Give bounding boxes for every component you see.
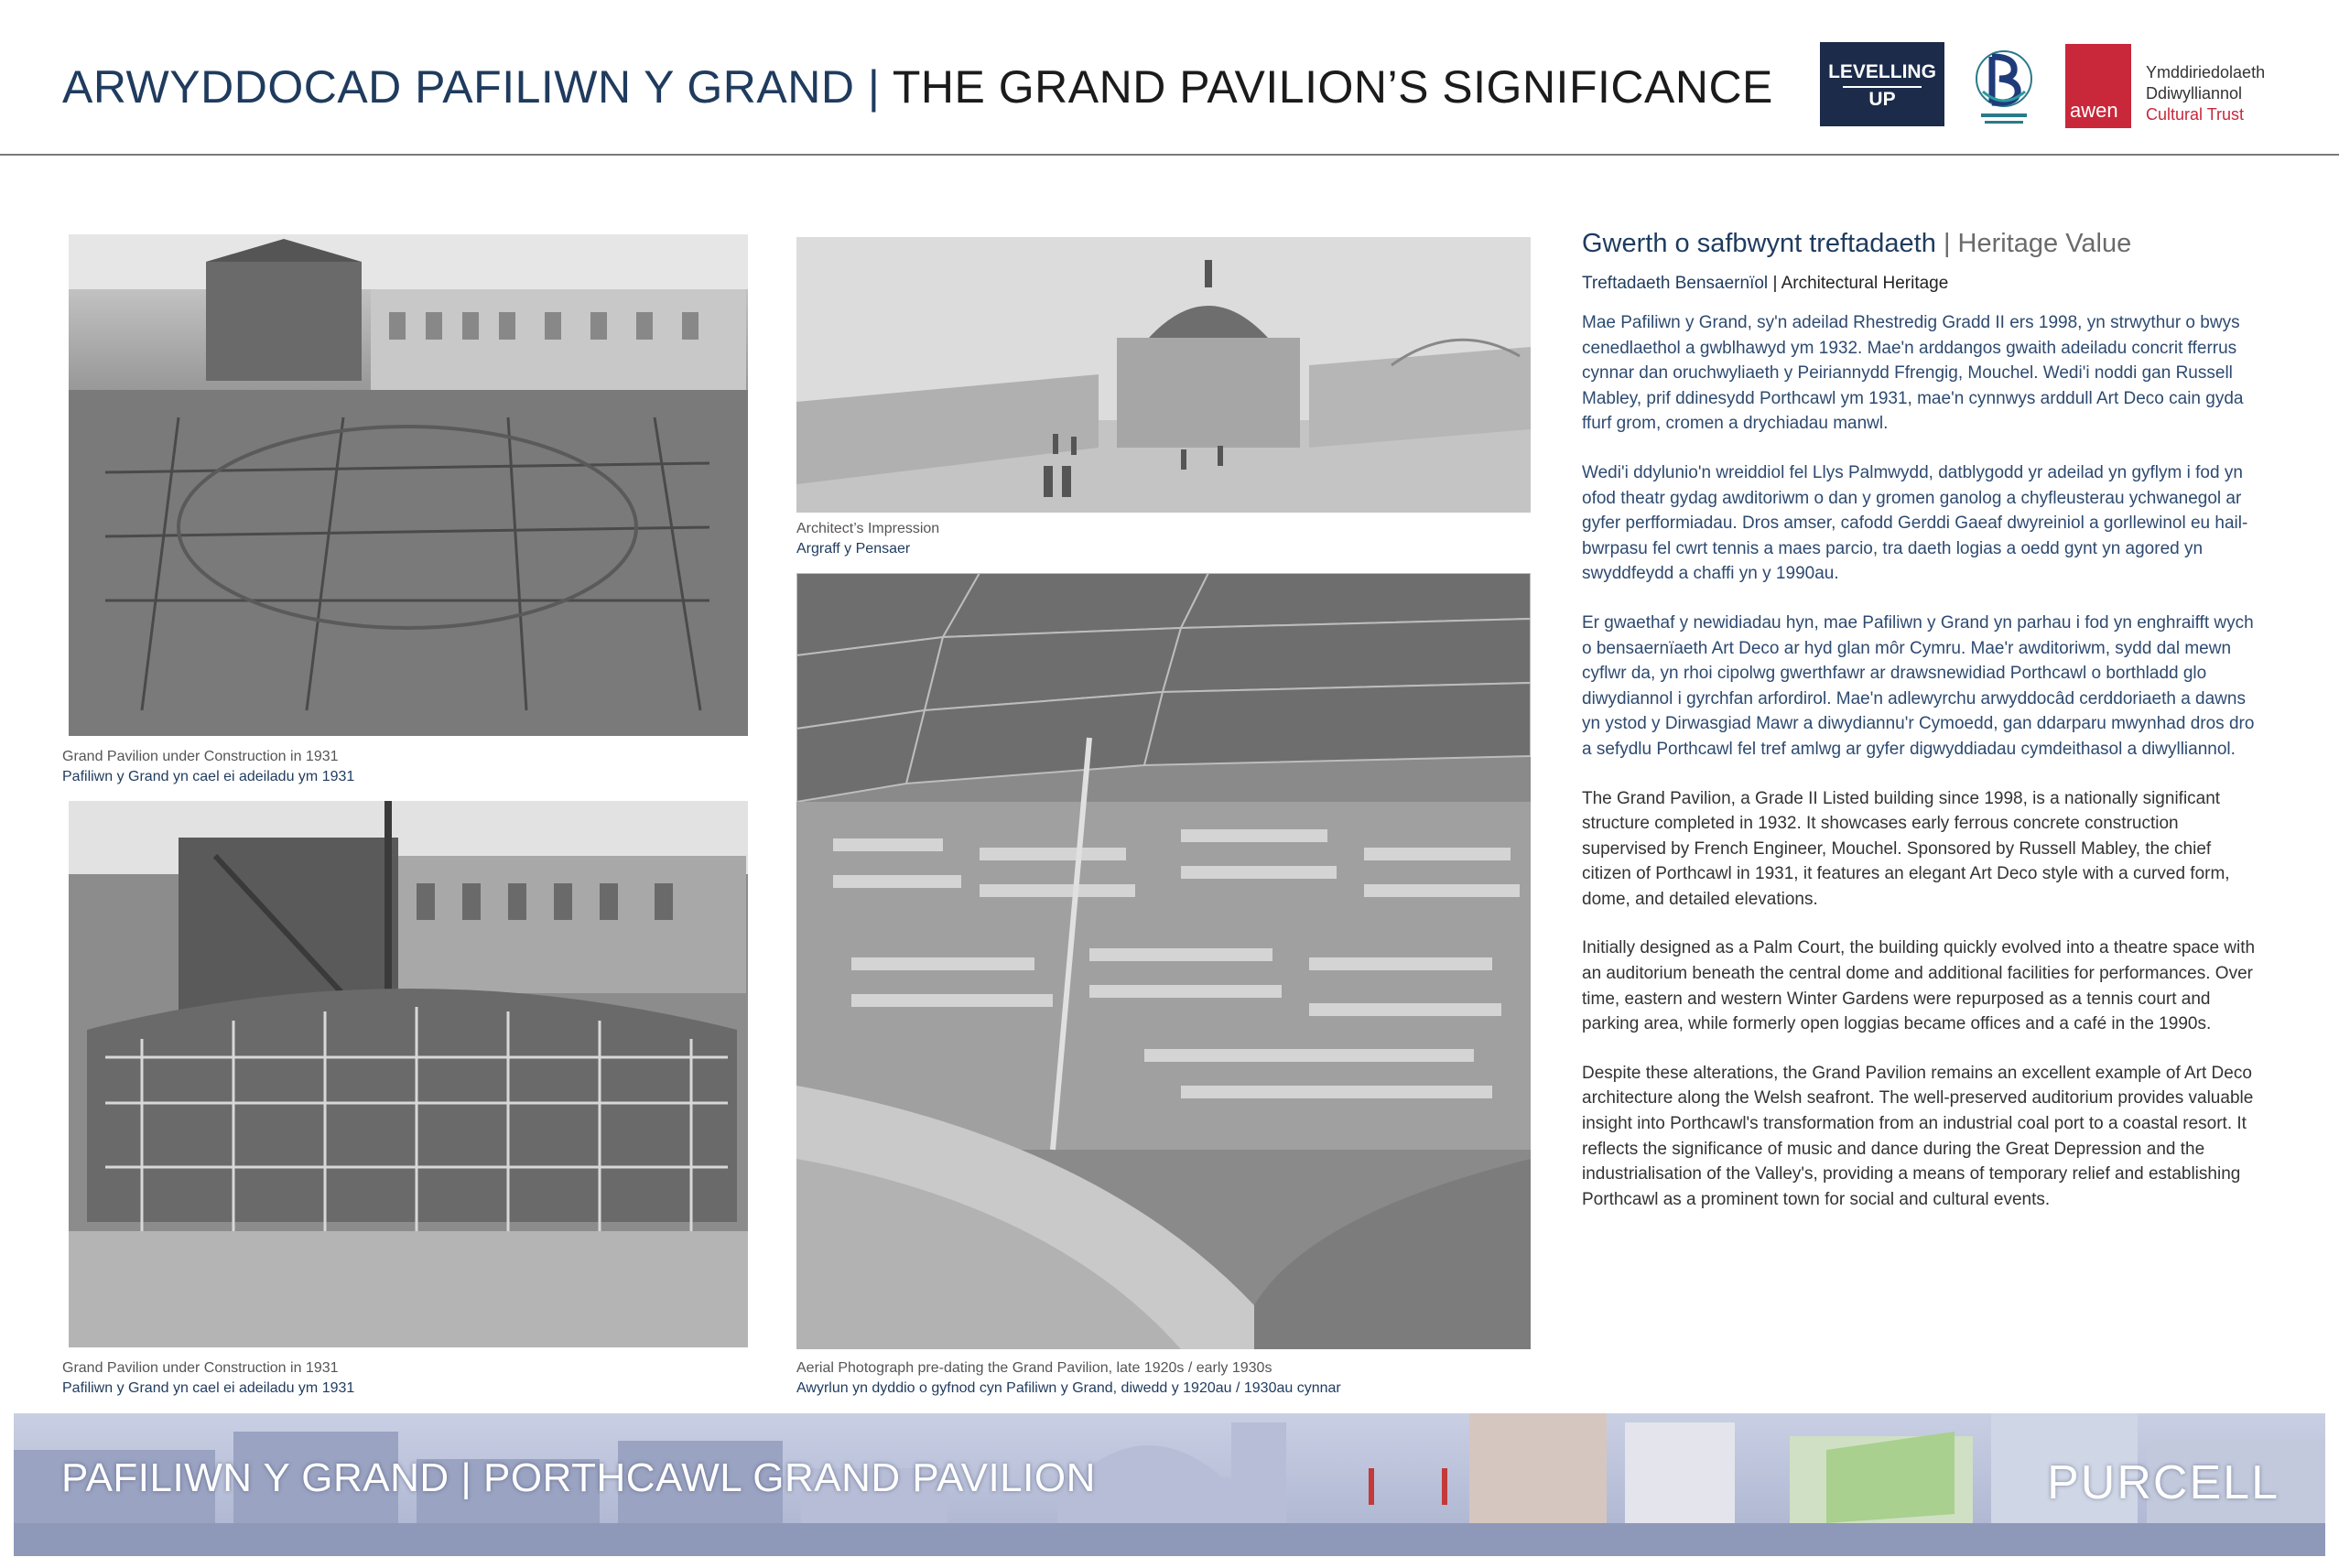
heritage-title-welsh: Gwerth o safbwynt treftadaeth xyxy=(1582,229,1936,258)
construction-photo-1 xyxy=(69,234,748,736)
paragraph-english-3: Despite these alterations, the Grand Pavilion remains an excellent example of Art Deco architecture along the Welsh seafront. The well-preserved auditorium provides valuable insight into Porthcawl's transformation from an industrial coal port to a coastal resort. It reflects the significance of music and dance during the Great Depression and the industrialisation of the Valley's, providing a means of temporary relief and establishing Porthcawl as a prominent town for social and cultural events. xyxy=(1582,1063,2254,1209)
awen-logo-text: awen xyxy=(2070,99,2118,122)
title-separator: | xyxy=(867,61,881,113)
paragraph-welsh-2: Wedi'i ddylunio'n wreiddiol fel Llys Palmwydd, datblygodd yr adeilad yn gyflym i fod yn ofod theatr gydag awditoriwm o dan y gromen ganolog a chyfleusterau ychwanegol ar gyfer perfformiadau. Dros amser, cafodd Gerddi Gaeaf dwyreiniol a gorllewinol eu hail-bwrpasu fel cwrt tennis a maes parcio, tra daeth logias a oedd gynt yn agored yn swyddfeydd a chaffi yn y 1990au. xyxy=(1582,462,2248,584)
construction-photo-2-caption xyxy=(62,1358,354,1399)
caption-english: Aerial Photograph pre-dating the Grand Pavilion, late 1920s / early 1930s xyxy=(796,1360,1272,1376)
heritage-title-separator: | xyxy=(1943,229,1951,258)
caption-welsh: Awyrlun yn dyddio o gyfnod cyn Pafiliwn y Grand, diwedd y 1920au / 1930au cynnar xyxy=(796,1380,1341,1396)
heritage-value-title xyxy=(1582,229,2264,259)
footer-title: PAFILIWN Y GRAND | PORTHCAWL GRAND PAVILION xyxy=(61,1455,1096,1500)
awen-trust-name-line3: Cultural Trust xyxy=(2146,105,2245,124)
levelling-up-logo-rule xyxy=(1843,86,1922,88)
awen-logo xyxy=(2065,44,2131,128)
subtitle-welsh: Treftadaeth Bensaernïol xyxy=(1582,274,1769,293)
levelling-up-logo-line1: LEVELLING xyxy=(1828,61,1936,82)
paragraph-english-1: The Grand Pavilion, a Grade II Listed building since 1998, is a nationally significant structure completed in 1932. It showcases early ferrous concrete construction supervised by French Engineer, Mouchel. Sponsored by Russell Mabley, the chief citizen of Porthcawl in 1931, it features an elegant Art Deco style with a curved form, dome, and detailed elevations. xyxy=(1582,788,2230,909)
caption-english: Architect’s Impression xyxy=(796,521,940,536)
footer-banner xyxy=(14,1413,2325,1556)
page-title xyxy=(62,60,1773,114)
page-title-english: THE GRAND PAVILION’S SIGNIFICANCE xyxy=(892,61,1773,113)
architectural-heritage-subtitle xyxy=(1582,274,2264,294)
page-header xyxy=(0,0,2339,156)
heritage-value-section xyxy=(1582,229,2264,1236)
caption-welsh: Pafiliwn y Grand yn cael ei adeiladu ym 1931 xyxy=(62,1380,355,1396)
paragraph-english-2: Initially designed as a Palm Court, the building quickly evolved into a theatre space with an auditorium beneath the central dome and additional facilities for performances. Over time, eastern and western Winter Gardens were repurposed as a tennis court and parking area, while formerly open loggias became offices and a café in the 1990s. xyxy=(1582,938,2256,1034)
caption-english: Grand Pavilion under Construction in 1931 xyxy=(62,1360,339,1376)
architect-impression-photo xyxy=(796,237,1531,513)
purcell-logo: PURCELL xyxy=(2047,1456,2279,1509)
construction-photo-1-caption xyxy=(62,747,354,787)
caption-english: Grand Pavilion under Construction in 1931 xyxy=(62,749,339,764)
levelling-up-logo xyxy=(1820,42,1944,126)
aerial-photo xyxy=(796,573,1531,1349)
awen-trust-name xyxy=(2146,62,2265,125)
subtitle-separator: | xyxy=(1772,274,1778,293)
page-title-welsh: ARWYDDOCAD PAFILIWN Y GRAND xyxy=(62,61,855,113)
bridgend-council-logo xyxy=(1972,37,2036,132)
subtitle-english: Architectural Heritage xyxy=(1781,274,1949,293)
construction-photo-2 xyxy=(69,801,748,1347)
paragraph-welsh-1: Mae Pafiliwn y Grand, sy'n adeilad Rhestredig Gradd II ers 1998, yn strwythur o bwys cenedlaethol a gwblhawyd ym 1932. Mae'n arddangos gwaith adeiladu concrit fferrus cynnar dan oruchwyliaeth y Peiriannydd Ffrengig, Mouchel. Wedi'i noddi gan Russell Mabley, prif ddinesydd Porthcawl ym 1931, mae'n cynnwys arddull Art Deco cain gyda ffurf grom, cromen a drychiadau manwl. xyxy=(1582,313,2244,434)
awen-trust-name-line2: Ddiwylliannol xyxy=(2146,84,2243,103)
architect-impression-caption xyxy=(796,519,939,559)
caption-welsh: Argraff y Pensaer xyxy=(796,541,911,557)
levelling-up-logo-line2: UP xyxy=(1868,89,1896,110)
paragraph-welsh-3: Er gwaethaf y newidiadau hyn, mae Pafiliwn y Grand yn parhau i fod yn enghraifft wych o bensaernïaeth Art Deco ar hyd glan môr Cymru. Mae'r awditoriwm, sydd dal mewn cyflwr da, yn rhoi cipolwg gwerthfawr ar drawsnewidiad Porthcawl o borthladd glo diwydiannol i gyrchfan arfordirol. Mae'n adlewyrchu arwyddocâd cerddoriaeth a dawns yn ystod y Dirwasgiad Mawr a diwydiannu'r Cymoedd, gan ddarparu mwynhad dros dro a sefydlu Porthcawl fel tref amlwg ar gyfer digwyddiadau cymdeithasol a diwylliannol. xyxy=(1582,612,2255,759)
heritage-title-english: Heritage Value xyxy=(1957,229,2132,258)
awen-trust-name-line1: Ymddiriedolaeth xyxy=(2146,63,2266,81)
caption-welsh: Pafiliwn y Grand yn cael ei adeiladu ym 1931 xyxy=(62,769,355,784)
aerial-photo-caption xyxy=(796,1358,1341,1399)
